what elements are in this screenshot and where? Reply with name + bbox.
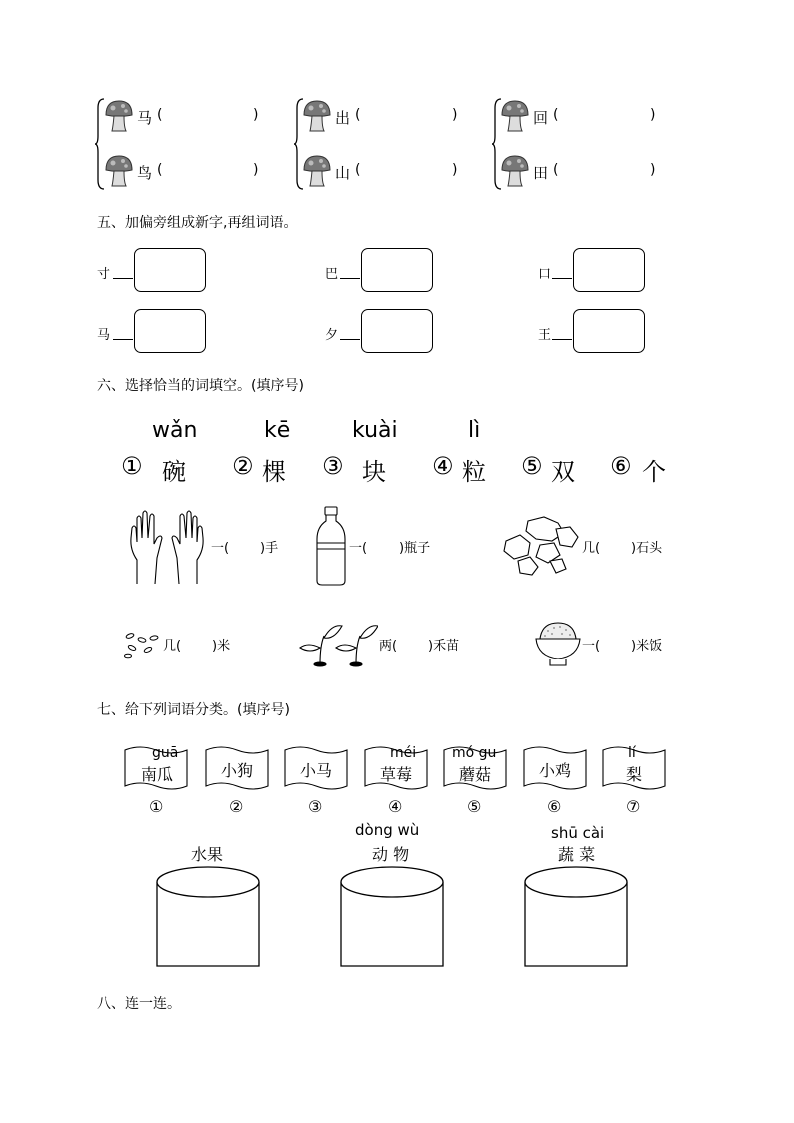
option-word: 块 [362, 458, 386, 486]
mushroom-icon [500, 99, 530, 133]
card-number: ② [229, 797, 244, 816]
bin-label: 动 物 [372, 845, 410, 864]
bin-label: 蔬 菜 [558, 845, 596, 864]
card-number: ⑤ [467, 797, 482, 816]
paren-close: ) [650, 162, 656, 178]
mushroom-icon [500, 154, 530, 188]
section-6-title: 六、选择恰当的词填空。(填序号) [97, 378, 304, 394]
option-word: 双 [551, 458, 575, 486]
mushroom-char: 田 [533, 164, 549, 182]
mushroom-icon [302, 99, 332, 133]
paren-open: ( [553, 162, 559, 178]
bin-pinyin: dòng wù [355, 821, 420, 839]
mushroom-char: 马 [137, 109, 153, 127]
answer-box[interactable] [573, 309, 645, 353]
fill-prefix: 两( [379, 639, 398, 654]
blank-line[interactable] [552, 278, 572, 279]
option-word: 个 [642, 458, 666, 486]
bin-label: 水果 [191, 845, 224, 864]
option-number: ⑤ [521, 452, 543, 480]
option-pinyin: kuài [352, 418, 398, 443]
mushroom-char: 回 [533, 109, 549, 127]
card-text: 小鸡 [539, 761, 572, 780]
radical-char: 王 [538, 328, 552, 343]
stones-icon [500, 515, 580, 577]
card-text: 小马 [300, 761, 333, 780]
paren-open: ( [553, 107, 559, 123]
fill-suffix: )手 [260, 541, 279, 556]
radical-char: 马 [97, 328, 111, 343]
blank-line[interactable] [113, 339, 133, 340]
card-pinyin: guā [152, 745, 179, 761]
card-text: 草莓 [380, 765, 413, 784]
card-text: 南瓜 [141, 765, 174, 784]
answer-box[interactable] [134, 309, 206, 353]
paren-close: ) [253, 107, 259, 123]
mushroom-char: 鸟 [137, 164, 153, 182]
bin-pinyin: shū cài [551, 824, 605, 842]
blank-line[interactable] [552, 339, 572, 340]
paren-close: ) [452, 162, 458, 178]
radical-char: 寸 [97, 267, 111, 282]
seedlings-icon [298, 620, 378, 668]
card-text: 蘑菇 [459, 765, 492, 784]
radical-char: 口 [538, 267, 552, 282]
fill-suffix: )米 [212, 639, 231, 654]
answer-box[interactable] [361, 309, 433, 353]
blank-line[interactable] [340, 278, 360, 279]
fill-prefix: 一( [582, 639, 601, 654]
bin-container[interactable] [339, 864, 445, 968]
option-word: 粒 [462, 458, 486, 486]
card-pinyin: lí [628, 745, 636, 761]
card-number: ① [149, 797, 164, 816]
radical-char: 夕 [325, 328, 339, 343]
paren-open: ( [157, 107, 163, 123]
fill-prefix: 几( [163, 639, 182, 654]
answer-box[interactable] [361, 248, 433, 292]
paren-open: ( [157, 162, 163, 178]
option-number: ① [121, 452, 143, 480]
blank-line[interactable] [340, 339, 360, 340]
mushroom-icon [302, 154, 332, 188]
option-number: ④ [432, 452, 454, 480]
fill-suffix: )禾苗 [428, 639, 460, 654]
mushroom-icon [104, 154, 134, 188]
bottle-icon [313, 505, 349, 587]
section-8-title: 八、连一连。 [97, 996, 181, 1012]
fill-prefix: 一( [349, 541, 368, 556]
fill-suffix: )米饭 [631, 639, 663, 654]
fill-prefix: 一( [211, 541, 230, 556]
card-number: ⑥ [547, 797, 562, 816]
paren-open: ( [355, 107, 361, 123]
mushroom-icon [104, 99, 134, 133]
card-text: 梨 [626, 765, 643, 784]
radical-char: 巴 [325, 267, 339, 282]
card-number: ④ [388, 797, 403, 816]
hands-icon [127, 508, 207, 586]
section-5-title: 五、加偏旁组成新字,再组词语。 [97, 215, 298, 231]
mushroom-char: 出 [335, 109, 351, 127]
option-word: 棵 [262, 458, 286, 486]
option-word: 碗 [162, 458, 186, 486]
fill-suffix: )瓶子 [399, 541, 431, 556]
paren-close: ) [650, 107, 656, 123]
bin-container[interactable] [523, 864, 629, 968]
blank-line[interactable] [113, 278, 133, 279]
option-number: ③ [322, 452, 344, 480]
mushroom-char: 山 [335, 164, 351, 182]
paren-close: ) [452, 107, 458, 123]
option-number: ② [232, 452, 254, 480]
card-pinyin: mó gu [452, 745, 497, 761]
bin-container[interactable] [155, 864, 261, 968]
option-number: ⑥ [610, 452, 632, 480]
card-pinyin: méi [390, 745, 417, 761]
fill-prefix: 几( [582, 541, 601, 556]
answer-box[interactable] [573, 248, 645, 292]
option-pinyin: lì [468, 418, 481, 443]
fill-suffix: )石头 [631, 541, 663, 556]
paren-open: ( [355, 162, 361, 178]
section-7-title: 七、给下列词语分类。(填序号) [97, 702, 290, 718]
paren-close: ) [253, 162, 259, 178]
card-number: ⑦ [626, 797, 641, 816]
card-text: 小狗 [221, 761, 254, 780]
option-pinyin: wǎn [152, 418, 198, 443]
option-pinyin: kē [264, 418, 291, 443]
rice-grains-icon [122, 630, 162, 660]
card-number: ③ [308, 797, 323, 816]
rice-bowl-icon [534, 617, 582, 669]
answer-box[interactable] [134, 248, 206, 292]
